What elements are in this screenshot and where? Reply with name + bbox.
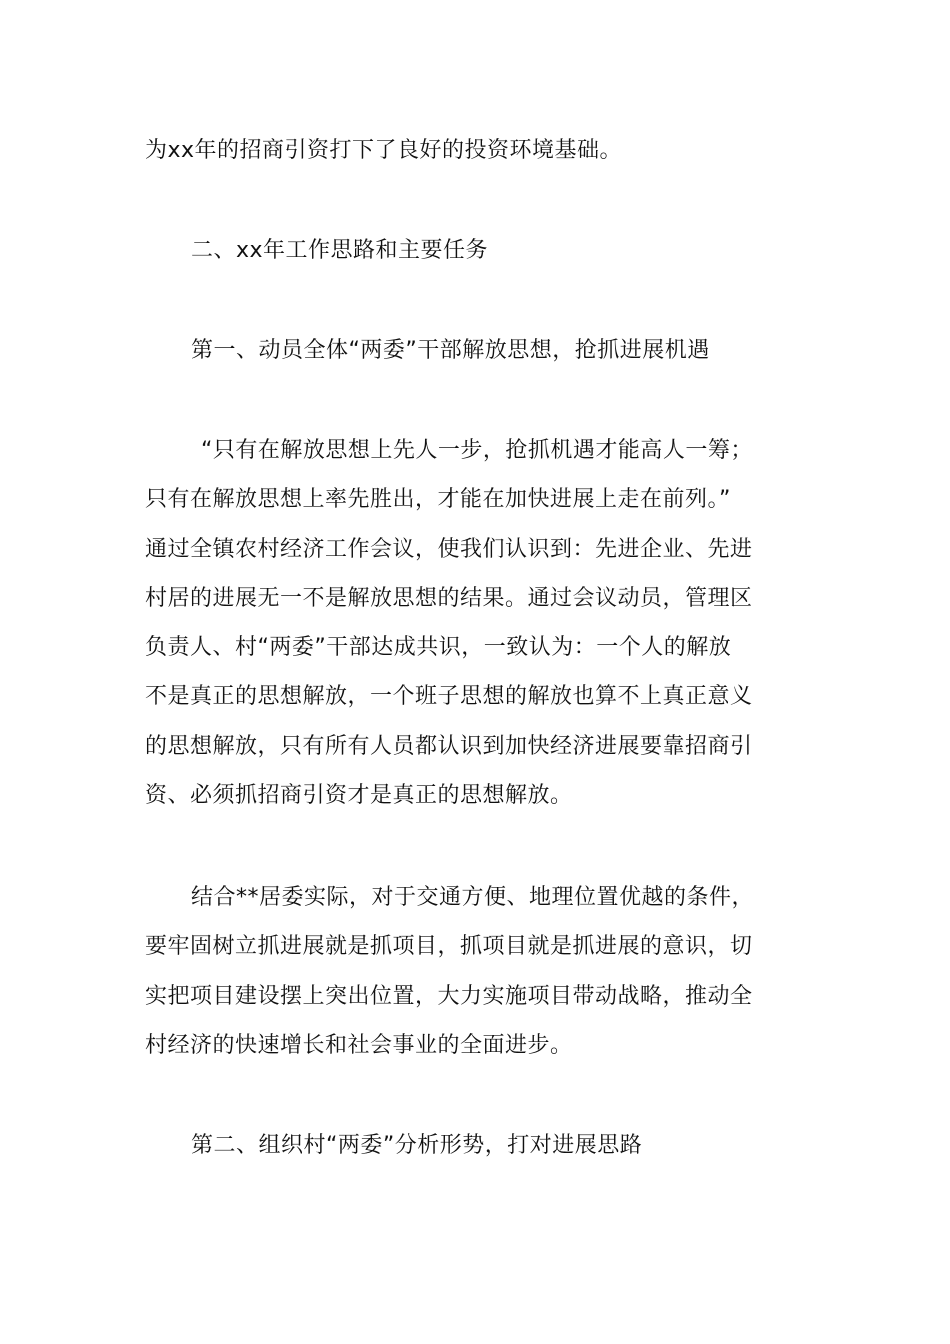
text-line: 资、必须抓招商引资才是真正的思想解放。 <box>145 783 573 809</box>
text-line: 第一、动员全体“两委”干部解放思想，抢抓进展机遇 <box>191 338 710 363</box>
subsection-heading-first <box>145 326 856 375</box>
text-line: 负责人、村“两委”干部达成共识，一致认为：一个人的解放 <box>145 635 732 661</box>
text-line: 要牢固树立抓进展就是抓项目，抓项目就是抓进展的意识，切 <box>145 934 753 960</box>
text-line: 二、xx年工作思路和主要任务 <box>191 238 489 263</box>
text-line: 为xx年的招商引资打下了良好的投资环境基础。 <box>145 138 623 163</box>
text-line: 结合**居委实际，对于交通方便、地理位置优越的条件， <box>191 885 755 910</box>
section-heading <box>145 226 856 275</box>
text-line: 第二、组织村“两委”分析形势，打对进展思路 <box>191 1133 643 1158</box>
text-line: “只有在解放思想上先人一步，抢抓机遇才能高人一筹； <box>201 438 753 463</box>
text-line: 实把项目建设摆上突出位置，大力实施项目带动战略，推动全 <box>145 983 753 1009</box>
paragraph-combine <box>145 873 810 1070</box>
subsection-heading-second <box>145 1121 856 1170</box>
text-line: 的思想解放，只有所有人员都认识到加快经济进展要靠招商引 <box>145 733 753 759</box>
text-line: 只有在解放思想上率先胜出，才能在加快进展上走在前列。” <box>145 487 731 513</box>
text-line: 不是真正的思想解放，一个班子思想的解放也算不上真正意义 <box>145 684 753 710</box>
paragraph-closing-line <box>145 126 810 175</box>
text-line: 通过全镇农村经济工作会议，使我们认识到：先进企业、先进 <box>145 536 753 562</box>
text-line: 村居的进展无一不是解放思想的结果。通过会议动员，管理区 <box>145 585 753 611</box>
text-line: 村经济的快速增长和社会事业的全面进步。 <box>145 1032 573 1058</box>
paragraph-quote <box>145 426 810 820</box>
